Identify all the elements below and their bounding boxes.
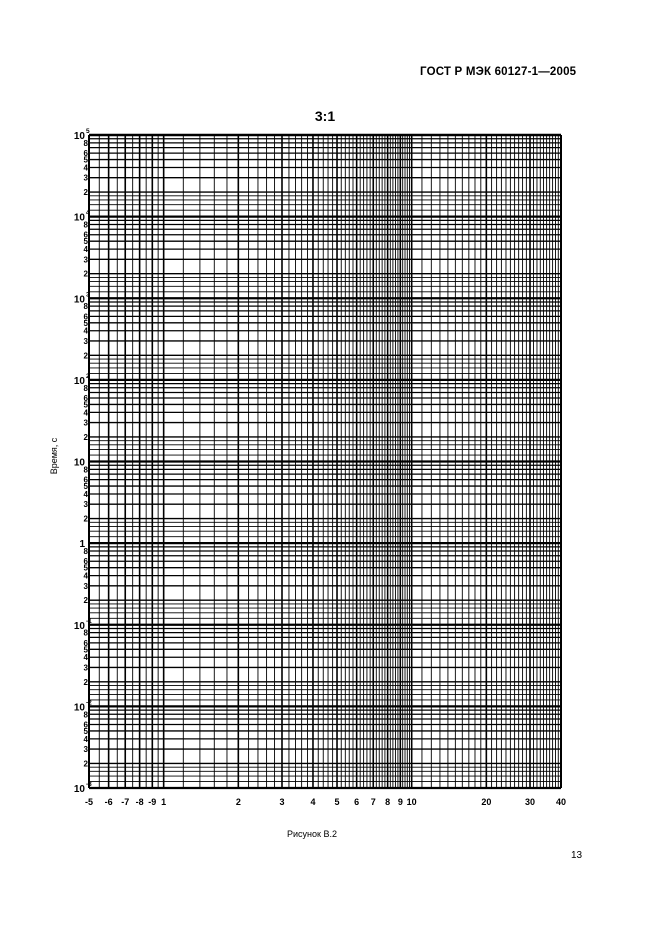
y-minor-label: 8	[83, 302, 88, 312]
y-minor-label: 6	[83, 475, 88, 485]
x-tick-label: -8	[135, 797, 144, 807]
y-decade-exponent: 3	[86, 291, 90, 299]
y-minor-label: 6	[83, 230, 88, 240]
y-minor-label: 2	[83, 269, 88, 279]
y-minor-label: 4	[83, 653, 88, 663]
y-axis-label: Время, с	[49, 437, 59, 475]
x-tick-label: 6	[354, 797, 360, 807]
y-minor-label: 3	[83, 255, 88, 265]
y-minor-label: 2	[83, 188, 88, 198]
page-number: 13	[571, 850, 583, 861]
y-decade-label: 10	[73, 784, 85, 795]
y-minor-label: 4	[83, 734, 88, 744]
y-decade-exponent: -3	[86, 781, 92, 788]
y-minor-label: 8	[83, 547, 88, 557]
y-decade-exponent: 5	[86, 128, 90, 135]
y-minor-label: 5	[83, 563, 88, 573]
x-tick-label: 1	[161, 797, 167, 807]
y-decade-exponent: -1	[86, 617, 92, 625]
x-tick-label: 20	[481, 797, 492, 807]
chart-title: 3:1	[314, 108, 336, 124]
y-minor-label: 8	[83, 383, 88, 393]
y-decade-label: 10	[73, 457, 85, 469]
y-minor-label: 8	[83, 138, 88, 148]
y-decade-exponent: 4	[86, 209, 90, 217]
y-decade-label: 10	[73, 702, 85, 714]
y-minor-label: 4	[83, 489, 88, 499]
y-minor-label: 6	[83, 149, 88, 159]
figure-caption: Рисунок В.2	[287, 829, 337, 839]
x-tick-label: -5	[84, 797, 94, 807]
y-decade-exponent: -2	[86, 699, 92, 707]
x-tick-label: -9	[148, 797, 157, 807]
y-minor-label: 2	[83, 351, 88, 361]
y-minor-label: 6	[83, 393, 88, 403]
y-minor-label: 2	[83, 596, 88, 606]
y-minor-label: 3	[83, 336, 88, 346]
x-tick-label: 9	[397, 797, 403, 807]
x-tick-label: 5	[334, 797, 340, 807]
y-minor-label: 4	[83, 408, 88, 418]
y-decade-label: 10	[73, 131, 85, 142]
y-minor-label: 5	[83, 400, 88, 410]
y-minor-label: 3	[83, 663, 88, 673]
y-minor-label: 2	[83, 759, 88, 769]
x-tick-label: 8	[385, 797, 391, 807]
x-tick-label: 30	[525, 797, 536, 807]
y-minor-label: 2	[83, 514, 88, 524]
y-minor-label: 6	[83, 312, 88, 322]
x-tick-label: 4	[310, 797, 316, 807]
y-minor-label: 5	[83, 726, 88, 736]
y-minor-label: 6	[83, 720, 88, 730]
x-tick-label: 40	[555, 797, 567, 807]
x-tick-label: 10	[406, 797, 417, 807]
y-minor-label: 5	[83, 237, 88, 247]
y-minor-label: 4	[83, 326, 88, 336]
document-header: ГОСТ Р МЭК 60127-1—2005	[420, 66, 577, 78]
y-minor-label: 3	[83, 745, 88, 755]
y-minor-label: 3	[83, 418, 88, 428]
y-minor-label: 5	[83, 155, 88, 165]
y-minor-label: 4	[83, 245, 88, 255]
y-minor-label: 2	[83, 677, 88, 687]
y-decade-label: 10	[73, 294, 85, 306]
y-minor-label: 3	[83, 173, 88, 183]
y-minor-label: 4	[83, 163, 88, 173]
y-minor-label: 5	[83, 318, 88, 328]
y-minor-label: 6	[83, 638, 88, 648]
y-minor-label: 4	[83, 571, 88, 581]
x-tick-label: 2	[235, 797, 241, 807]
y-minor-label: 8	[83, 628, 88, 638]
y-decade-label: 1	[79, 539, 85, 551]
y-minor-label: 6	[83, 557, 88, 567]
y-decade-exponent: 2	[86, 372, 90, 380]
x-tick-label: 3	[279, 797, 285, 807]
y-minor-label: 3	[83, 500, 88, 510]
y-decade-label: 10	[73, 212, 85, 224]
y-minor-label: 2	[83, 432, 88, 442]
y-minor-label: 8	[83, 710, 88, 720]
y-decade-label: 10	[73, 620, 85, 632]
y-minor-label: 5	[83, 645, 88, 655]
y-minor-label: 5	[83, 482, 88, 492]
x-tick-label: 7	[370, 797, 376, 807]
x-tick-label: -7	[121, 797, 130, 807]
y-minor-label: 3	[83, 581, 88, 591]
x-tick-label: -6	[104, 797, 113, 807]
y-decade-label: 10	[73, 375, 85, 387]
y-minor-label: 8	[83, 220, 88, 230]
y-minor-label: 8	[83, 465, 88, 475]
